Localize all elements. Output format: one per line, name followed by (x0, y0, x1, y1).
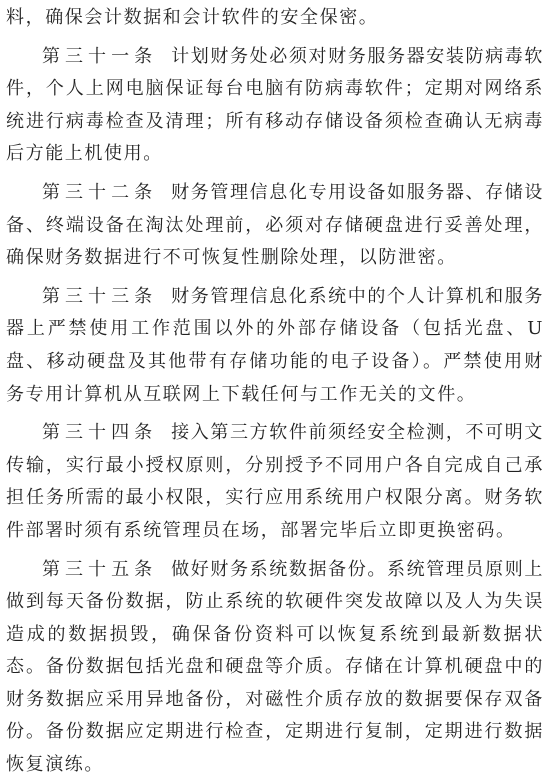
article-33 (6, 281, 544, 411)
article-text: 接入第三方软件前须经安全检测，不可明文传输，实行最小授权原则，分别授予不同用户各自完成自己承担任务所需的最小权限，实行应用系统用户权限分离。财务软件部署时须有系统管理员在场，部署完毕后立即更换密码。 (6, 422, 545, 541)
article-32 (6, 177, 544, 275)
article-text: 财务管理信息化专用设备如服务器、存储设备、终端设备在淘汰处理前，必须对存储硬盘进行妥善处理，确保财务数据进行不可恢复性删除处理，以防泄密。 (6, 181, 545, 269)
paragraph-continuation (6, 2, 544, 35)
article-number: 第三十二条 (42, 181, 158, 203)
article-text: 计划财务处必须对财务服务器安装防病毒软件，个人上网电脑保证每台电脑有防病毒软件；定期对网络系统进行病毒检查及清理；所有移动存储设备须检查确认无病毒后方能上机使用。 (6, 45, 545, 165)
article-35 (6, 554, 544, 782)
paragraph-text: 料，确保会计数据和会计软件的安全保密。 (6, 7, 379, 28)
article-34 (6, 417, 544, 547)
article-number: 第三十五条 (42, 558, 158, 580)
article-number: 第三十三条 (42, 285, 158, 307)
article-text: 做好财务系统数据备份。系统管理员原则上做到每天备份数据，防止系统的软硬件突发故障以及人为失误造成的数据损毁，确保备份资料可以恢复系统到最新数据状态。备份数据包括光盘和硬盘等介质。存储在计算机硬盘中的财务数据应采用异地备份，对磁性介质存放的数据要保存双备份。备份数据应定期进行检查，定期进行复制，定期进行数据恢复演练。 (6, 558, 545, 776)
article-31 (6, 41, 544, 171)
article-number: 第三十一条 (42, 45, 158, 67)
article-number: 第三十四条 (42, 422, 158, 444)
article-text: 财务管理信息化系统中的个人计算机和服务器上严禁使用工作范围以外的外部存储设备（包括光盘、U盘、移动硬盘及其他带有存储功能的电子设备）。严禁使用财务专用计算机从互联网上下载任何与工作无关的文件。 (6, 285, 545, 405)
